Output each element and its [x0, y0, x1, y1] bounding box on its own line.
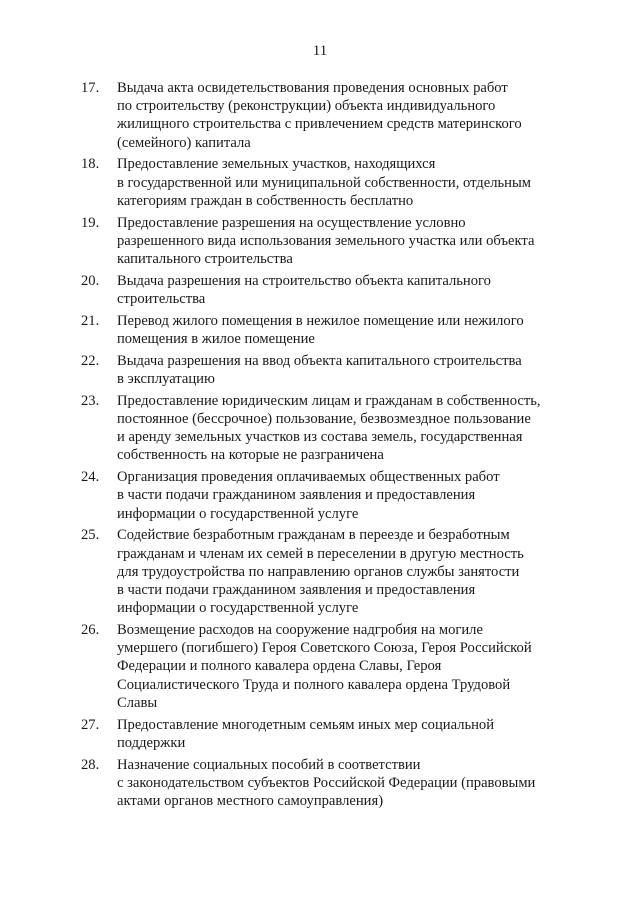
item-text: Выдача разрешения на строительство объекта капитального строительства [117, 272, 491, 308]
list-item [81, 392, 561, 465]
item-text: Содействие безработным гражданам в переезде и безработным гражданам и членам их семей в переселении в другую местность для трудоустройства по направлению органов службы занятости в части подачи гражданином заявления и предоставления информации о государственной услуге [117, 527, 524, 617]
list-item [81, 756, 561, 811]
item-text: Выдача разрешения на ввод объекта капитального строительства в эксплуатацию [117, 352, 522, 388]
item-text: Назначение социальных пособий в соответствии с законодательством субъектов Российской Федерации (правовыми актами органов местного самоуправления) [117, 756, 536, 810]
list-item [81, 272, 561, 308]
item-number: 23. [81, 392, 100, 409]
item-text: Возмещение расходов на сооружение надгробия на могиле умершего (погибшего) Героя Советского Союза, Героя Российской Федерации и полного кавалера ордена Славы, Героя Социалистического Труда и полного кавалера ордена Трудовой Славы [117, 622, 532, 711]
item-number: 18. [81, 156, 100, 173]
list-item [81, 468, 561, 523]
item-number: 27. [81, 716, 100, 733]
item-number: 24. [81, 469, 100, 486]
item-number: 21. [81, 312, 100, 329]
list-item [81, 716, 561, 752]
item-text: Перевод жилого помещения в нежилое помещение или нежилого помещения в жилое помещение [117, 312, 524, 348]
list-item [81, 214, 561, 269]
list-item [81, 526, 561, 617]
item-text: Предоставление разрешения на осуществление условно разрешенного вида использования земельного участка или объекта капитального строительства [117, 214, 535, 268]
list-item [81, 621, 561, 712]
list-item [81, 155, 561, 210]
item-number: 28. [81, 756, 100, 773]
item-number: 22. [81, 352, 100, 369]
item-number: 17. [81, 80, 100, 96]
page-number: 11 [312, 43, 328, 59]
list-item [81, 312, 561, 348]
item-number: 20. [81, 272, 100, 289]
item-number: 19. [81, 214, 100, 231]
item-text: Предоставление юридическим лицам и гражданам в собственность, постоянное (бессрочное) пользование, безвозмездное пользование и аренду земельных участков из состава земель, государственная собственность на которые не разграничена [117, 392, 541, 464]
item-text: Предоставление многодетным семьям иных мер социальной поддержки [117, 716, 495, 751]
services-list [81, 79, 561, 814]
item-number: 26. [81, 622, 100, 639]
list-item [81, 79, 561, 152]
item-text: Организация проведения оплачиваемых общественных работ в части подачи гражданином заявления и предоставления информации о государственной услуге [117, 469, 500, 522]
item-number: 25. [81, 527, 100, 544]
item-text: Выдача акта освидетельствования проведения основных работ по строительству (реконструкции) объекта индивидуального жилищного строительства с привлечением средств материнского (семейного) капитала [117, 80, 522, 151]
item-text: Предоставление земельных участков, находящихся в государственной или муниципальной собственности, отдельным категориям граждан в собственность бесплатно [117, 156, 531, 209]
list-item [81, 352, 561, 388]
